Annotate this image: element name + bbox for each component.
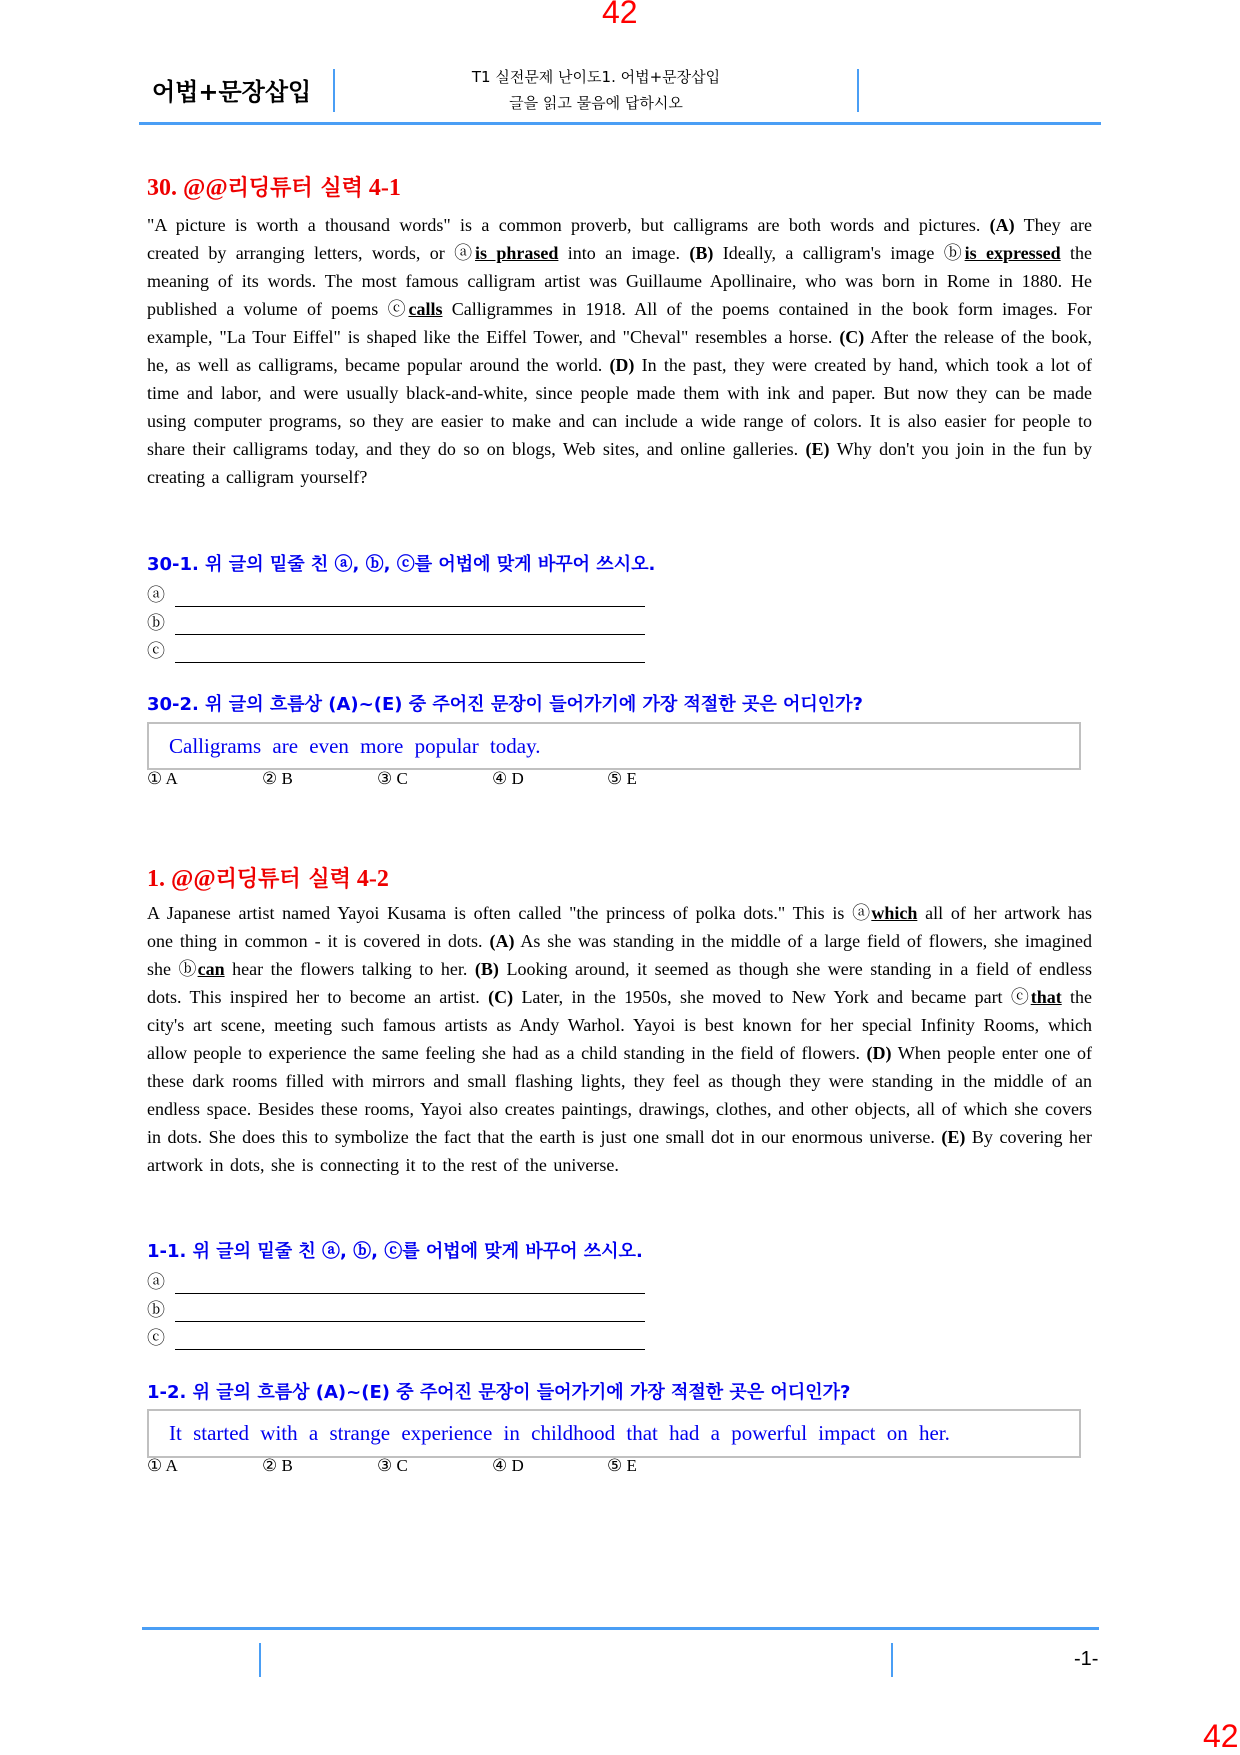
question-title <box>147 862 389 893</box>
given-sentence-box <box>147 1409 1081 1458</box>
insertion-marker: (C) <box>488 987 514 1007</box>
insertion-marker: (E) <box>941 1127 966 1147</box>
header-subtitle-line1: T1 실전문제 난이도1. 어법+문장삽입 <box>471 68 721 86</box>
page-marker-bottom: 42 <box>1203 1718 1239 1754</box>
passage-text: After the release of the book, he, as well as calligrams, became popular around the world. <box>147 327 1093 375</box>
question-source: 리딩튜터 실력 <box>215 867 351 892</box>
question-title <box>147 171 401 202</box>
blank-label: ⓒ <box>147 641 165 661</box>
given-sentence-box <box>147 722 1081 770</box>
underlined-phrase: calls <box>408 299 443 319</box>
passage-text: the city's art scene, meeting such famous artists as Andy Warhol. Yayoi is best known for her special Infinity Rooms, which allow people to experience the same feeling she had as a child standing in the field of flowers. <box>147 987 1093 1063</box>
header-subtitle-line2: 글을 읽고 물음에 답하시오 <box>509 94 683 112</box>
passage-text: By covering her artwork in dots, she is connecting it to the rest of the universe. <box>147 1127 1092 1175</box>
underlined-phrase: is phrased <box>475 243 559 263</box>
subquestion-insertion: 1-2. 위 글의 흐름상 (A)~(E) 중 주어진 문장이 들어가기에 가장 적절한 곳은 어디인가? <box>147 1382 851 1403</box>
insertion-marker: (E) <box>805 439 830 459</box>
passage-text: When people enter one of these dark rooms filled with mirrors and small flashing lights, they feel as though they were standing in the middle of an endless space. Besides these rooms, Yayoi also creates paintings, drawings, clothes, and other objects, all of which she covers in dots. She does this to symbolize the fact that the earth is just one small dot in our enormous universe. <box>147 1043 1092 1147</box>
passage-text: Looking around, it seemed as though she were standing in a field of endless dots. This inspired her to become an artist. <box>147 959 1093 1007</box>
answer-options <box>147 769 722 789</box>
insertion-marker: (D) <box>866 1043 892 1063</box>
answer-blank-a[interactable] <box>147 581 645 607</box>
subquestion-grammar: 30-1. 위 글의 밑줄 친 ⓐ, ⓑ, ⓒ를 어법에 맞게 바꾸어 쓰시오. <box>147 554 656 575</box>
question-source-id: 4-2 <box>350 866 389 892</box>
header-subtitle <box>336 64 856 116</box>
insertion-marker: (A) <box>489 931 515 951</box>
blank-label: ⓑ <box>147 1300 165 1320</box>
answer-blank-c[interactable] <box>147 1324 645 1350</box>
insertion-marker: (B) <box>689 243 714 263</box>
option-4[interactable]: ④ D <box>492 769 524 788</box>
page-marker-top: 42 <box>602 0 638 30</box>
underlined-phrase: that <box>1030 987 1062 1007</box>
passage-text: all of her artwork has one thing in common - it is covered in dots. <box>147 903 1092 951</box>
passage-text: Calligrammes in 1918. All of the poems contained in the book form images. For example, "La Tour Eiffel" is shaped like the Eiffel Tower, and "Cheval" resembles a horse. <box>147 299 1092 347</box>
subquestion-insertion: 30-2. 위 글의 흐름상 (A)~(E) 중 주어진 문장이 들어가기에 가장 적절한 곳은 어디인가? <box>147 694 863 715</box>
answer-blank-b[interactable] <box>147 609 645 635</box>
underlined-phrase: is expressed <box>964 243 1061 263</box>
option-1[interactable]: ① A <box>147 769 178 788</box>
insertion-marker: (C) <box>839 327 865 347</box>
underlined-phrase: can <box>197 959 225 979</box>
blank-label: ⓑ <box>147 613 165 633</box>
footer-divider <box>891 1643 893 1677</box>
option-2[interactable]: ② B <box>262 1456 293 1475</box>
blank-label: ⓐ <box>147 585 165 605</box>
header-rule <box>139 122 1101 125</box>
header-divider <box>857 69 859 112</box>
passage-text: "A picture is worth a thousand words" is a common proverb, but calligrams are both words and pictures. <box>147 215 990 235</box>
question-source: 리딩튜터 실력 <box>227 176 363 201</box>
option-1[interactable]: ① A <box>147 1456 178 1475</box>
question-number: 1. @@ <box>147 866 216 892</box>
given-sentence: Calligrams are even more popular today. <box>169 733 541 758</box>
answer-blank-c[interactable] <box>147 637 645 663</box>
subquestion-grammar: 1-1. 위 글의 밑줄 친 ⓐ, ⓑ, ⓒ를 어법에 맞게 바꾸어 쓰시오. <box>147 1241 643 1262</box>
header-divider <box>333 69 335 112</box>
passage-text: As she was standing in the middle of a large field of flowers, she imagined she ⓑ <box>147 931 1092 979</box>
question-number: 30. @@ <box>147 175 228 201</box>
passage-text: They are created by arranging letters, words, or ⓐ <box>147 215 1092 263</box>
insertion-marker: (A) <box>989 215 1015 235</box>
answer-blank-a[interactable] <box>147 1268 645 1294</box>
footer-divider <box>259 1643 261 1677</box>
header-title: 어법+문장삽입 <box>152 78 312 106</box>
passage-text: Ideally, a calligram's image ⓑ <box>713 243 965 263</box>
given-sentence: It started with a strange experience in childhood that had a powerful impact on her. <box>169 1421 950 1445</box>
answer-blank-b[interactable] <box>147 1296 645 1322</box>
passage-text: A Japanese artist named Yayoi Kusama is often called "the princess of polka dots." This is ⓐ <box>147 903 872 923</box>
passage-text: Why don't you join in the fun by creating a calligram yourself? <box>147 439 1092 487</box>
option-5[interactable]: ⑤ E <box>607 1456 637 1475</box>
footer-page-number: -1- <box>1074 1648 1099 1670</box>
insertion-marker: (B) <box>474 959 499 979</box>
passage <box>147 899 1092 1179</box>
option-4[interactable]: ④ D <box>492 1456 524 1475</box>
passage <box>147 211 1092 491</box>
passage-text: into an image. <box>558 243 690 263</box>
question-source-id: 4-1 <box>362 175 401 201</box>
underlined-phrase: which <box>871 903 918 923</box>
option-3[interactable]: ③ C <box>377 769 408 788</box>
option-5[interactable]: ⑤ E <box>607 769 637 788</box>
passage-text: the meaning of its words. The most famous calligram artist was Guillaume Apollinaire, who was born in Rome in 1880. He published a volume of poems ⓒ <box>147 243 1092 319</box>
answer-options <box>147 1456 722 1476</box>
footer-rule <box>142 1627 1099 1630</box>
option-3[interactable]: ③ C <box>377 1456 408 1475</box>
passage-text: In the past, they were created by hand, which took a lot of time and labor, and were usually black-and-white, since people made them with ink and paper. But now they can be made using computer programs, so they are easier to make and can include a wide range of colors. It is also easier for people to share their calligrams today, and they do so on blogs, Web sites, and online galleries. <box>147 355 1092 459</box>
option-2[interactable]: ② B <box>262 769 293 788</box>
passage-text: hear the flowers talking to her. <box>224 959 475 979</box>
passage-text: Later, in the 1950s, she moved to New York and became part ⓒ <box>513 987 1031 1007</box>
insertion-marker: (D) <box>609 355 635 375</box>
blank-label: ⓒ <box>147 1328 165 1348</box>
blank-label: ⓐ <box>147 1272 165 1292</box>
